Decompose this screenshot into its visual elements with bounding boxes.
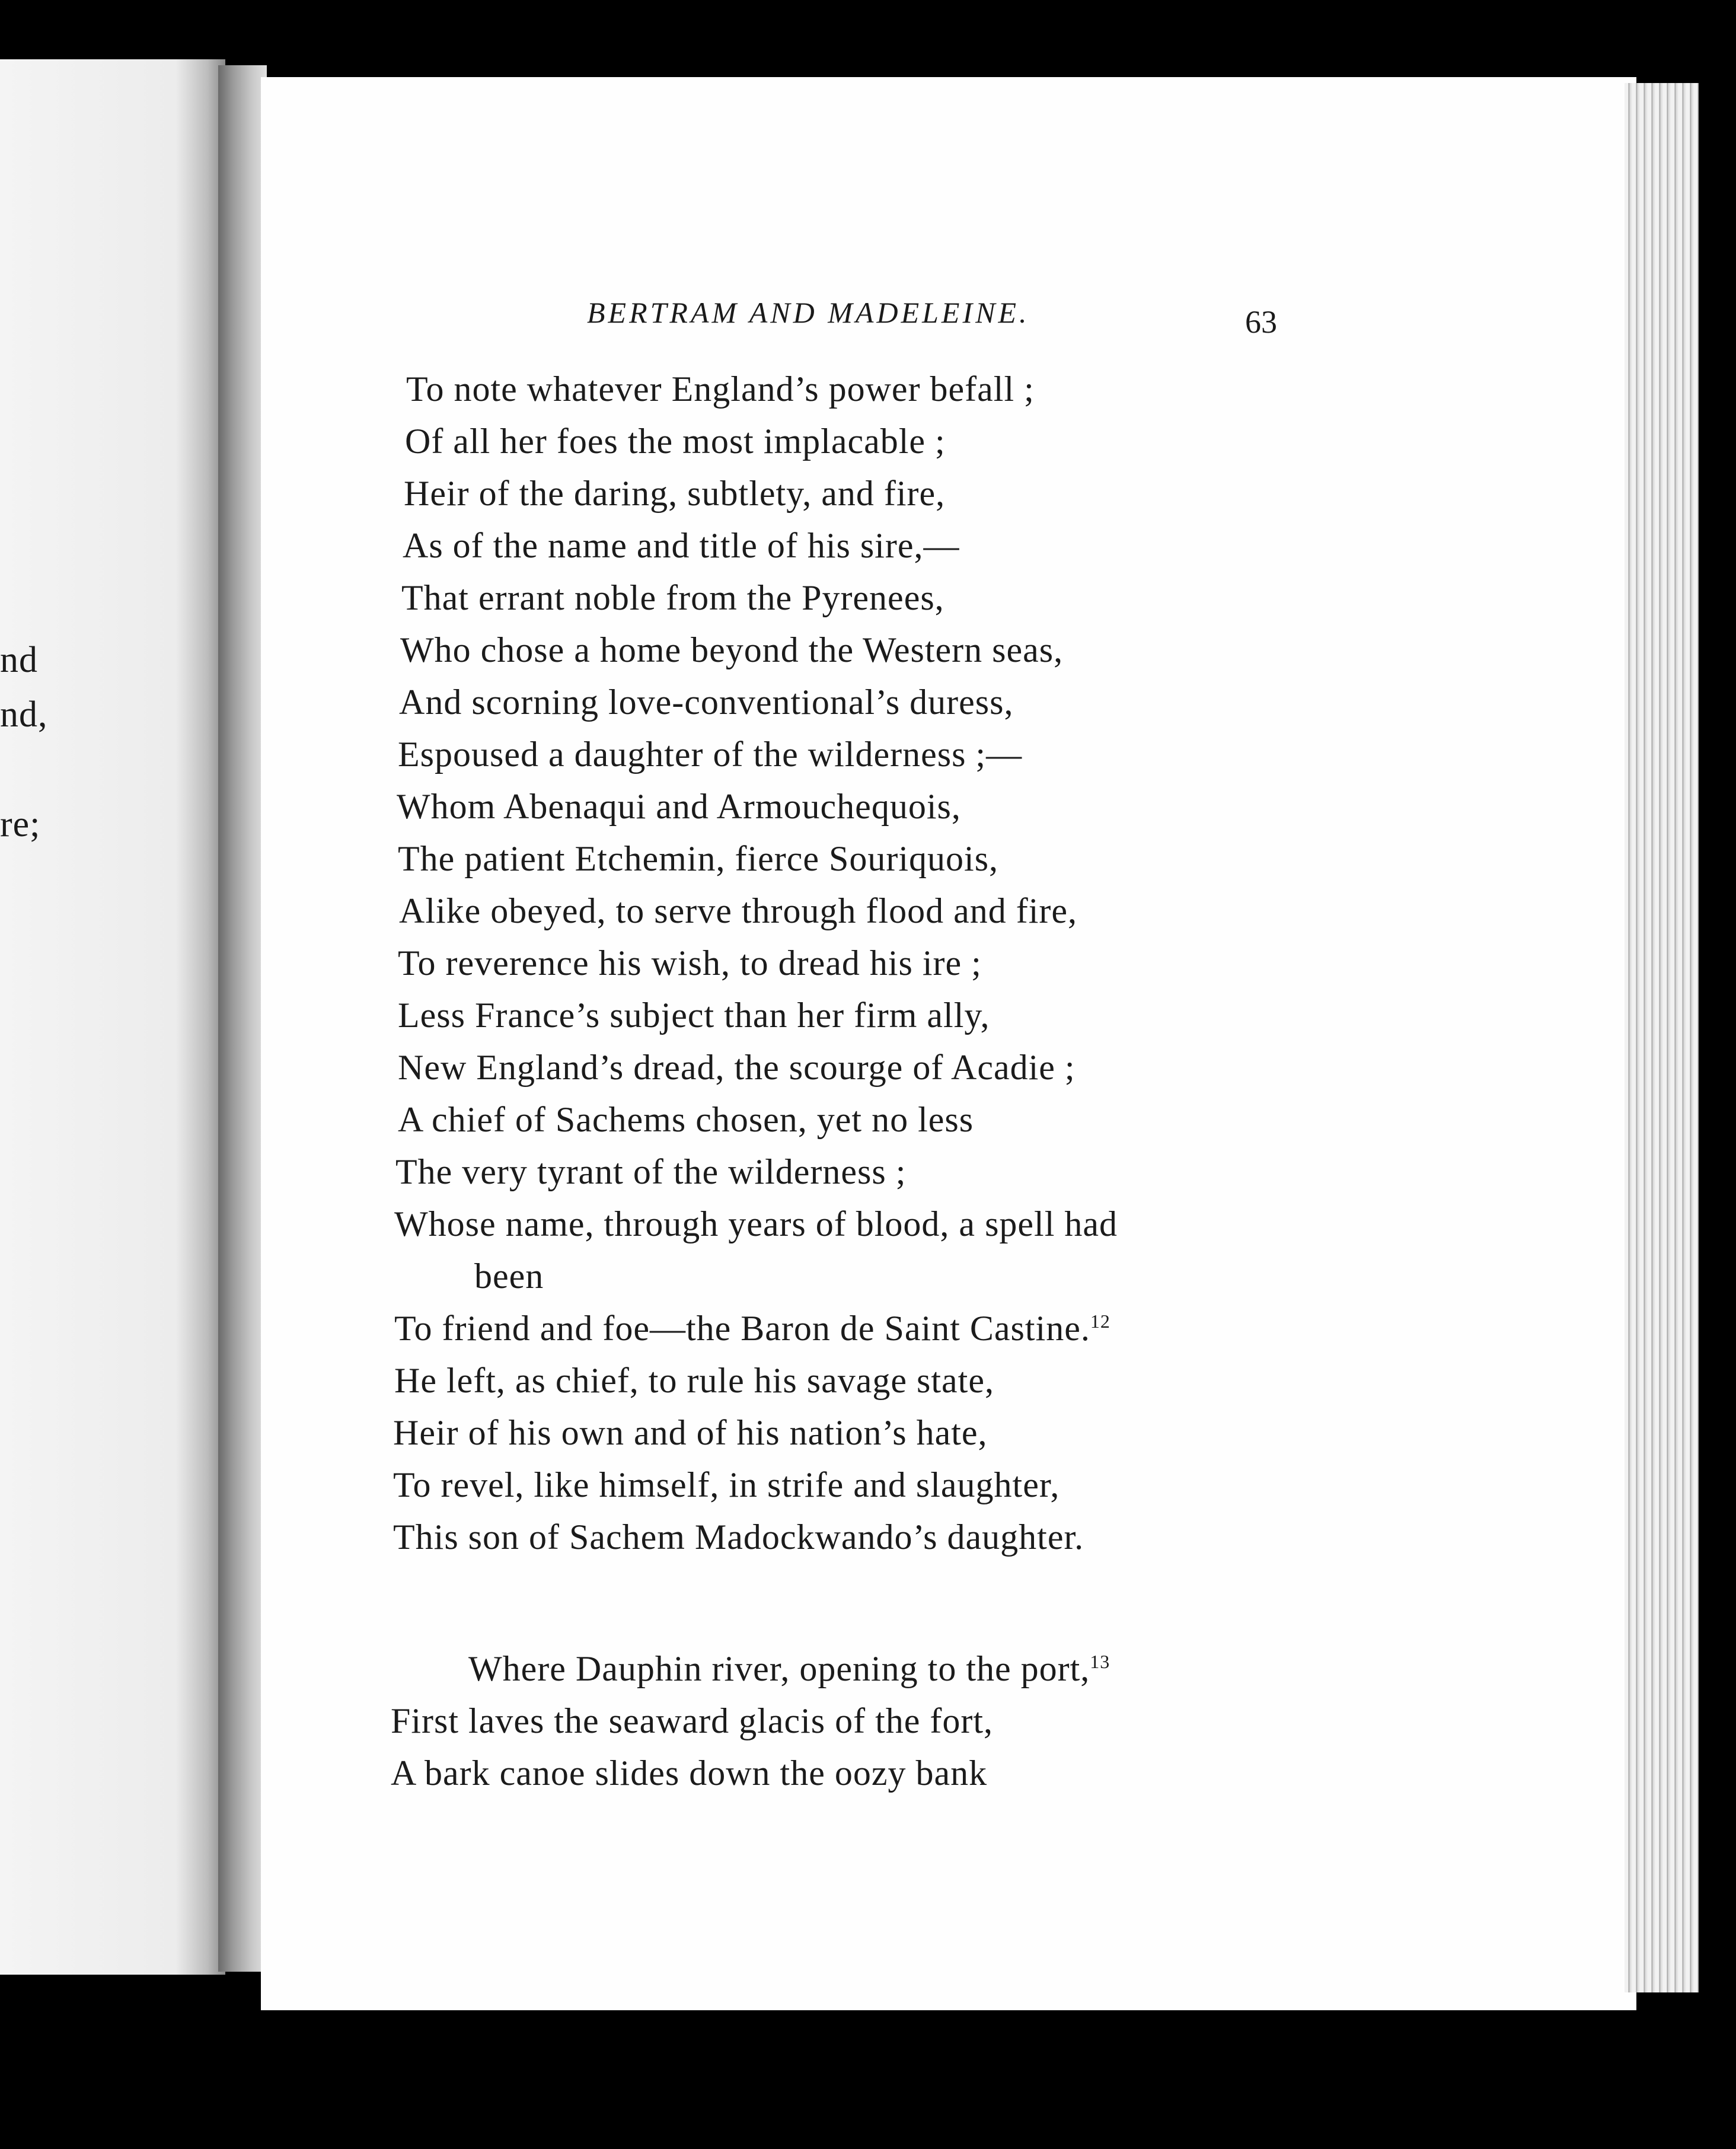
page-number: 63 (1245, 304, 1277, 340)
verse-line: The patient Etchemin, fierce Souriquois, (398, 839, 999, 878)
running-head: BERTRAM AND MADELEINE. (587, 296, 1030, 329)
facing-page-edge (0, 59, 225, 1975)
verse-line: New England’s dread, the scourge of Acadie ; (398, 1048, 1076, 1087)
left-page-fragment: nd (0, 640, 38, 680)
verse-line: Less France’s subject than her firm ally, (398, 996, 990, 1035)
verse-line: Heir of his own and of his nation’s hate, (393, 1413, 988, 1452)
verse-line: Whose name, through years of blood, a spell had (394, 1204, 1118, 1244)
verse-line: Espoused a daughter of the wilderness ;— (398, 735, 1023, 774)
verse-line: As of the name and title of his sire,— (403, 526, 960, 565)
verse-line: A bark canoe slides down the oozy bank (391, 1753, 988, 1793)
verse-line: been (474, 1257, 544, 1296)
verse-line: He left, as chief, to rule his savage state, (394, 1361, 994, 1400)
verse-line: To revel, like himself, in strife and slaughter, (393, 1465, 1060, 1504)
verse-line: First laves the seaward glacis of the fort, (391, 1701, 994, 1740)
verse-line: A chief of Sachems chosen, yet no less (398, 1100, 974, 1139)
left-page-fragment: re; (0, 804, 41, 844)
page-edges (1625, 83, 1699, 1992)
verse-line: And scorning love-conventional’s duress, (399, 683, 1014, 722)
verse-line: To note whatever England’s power befall ; (406, 369, 1035, 409)
footnote-marker: 13 (1090, 1651, 1110, 1672)
book-gutter (218, 65, 267, 1972)
left-page-fragment: nd, (0, 694, 48, 735)
verse-line: Heir of the daring, subtlety, and fire, (404, 474, 946, 513)
verse-line: To reverence his wish, to dread his ire ; (398, 943, 982, 983)
verse-line: To friend and foe—the Baron de Saint Castine.$^{12}$ (394, 1309, 1110, 1348)
verse-line: This son of Sachem Madockwando’s daughter. (393, 1517, 1084, 1557)
verse-line: Where Dauphin river, opening to the port,$^{13}$ (468, 1649, 1110, 1688)
verse-line: Of all her foes the most implacable ; (405, 422, 946, 461)
verse-line: Who chose a home beyond the Western seas, (400, 630, 1064, 669)
verse-line: That errant noble from the Pyrenees, (401, 578, 944, 617)
verse-line: Alike obeyed, to serve through flood and fire, (399, 891, 1078, 930)
footnote-marker: 12 (1090, 1311, 1110, 1332)
verse-line: Whom Abenaqui and Armouchequois, (397, 787, 961, 826)
verse-line: The very tyrant of the wilderness ; (395, 1152, 907, 1191)
